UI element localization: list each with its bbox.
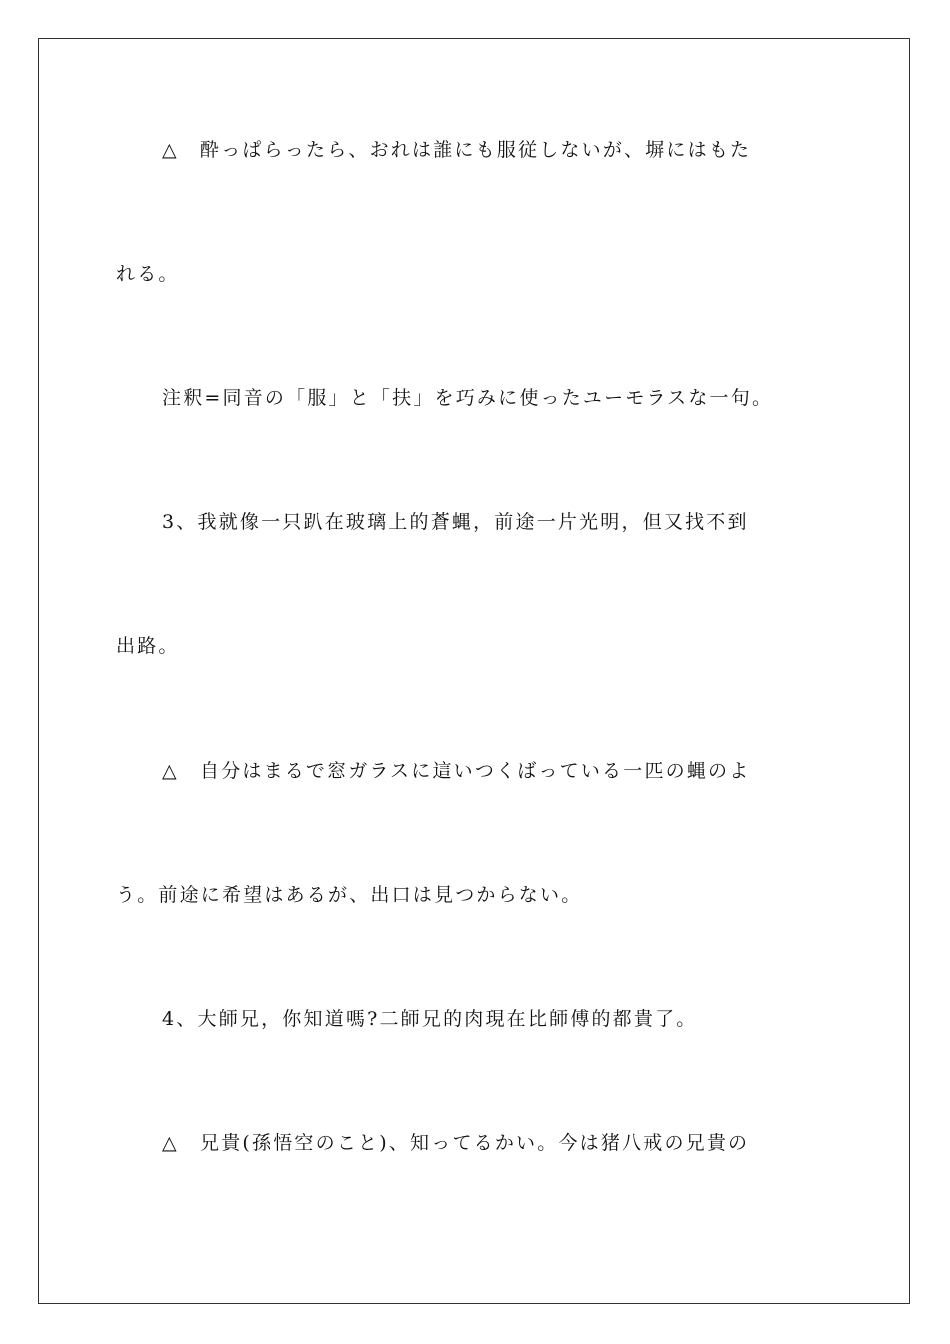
text-line-6: △ 自分はまるで窓ガラスに這いつくばっている一匹の蝿のよ (162, 760, 751, 782)
text-line-4: 3、我就像一只趴在玻璃上的蒼蝿，前途一片光明，但又找不到 (162, 511, 749, 533)
text-line-2: れる。 (116, 263, 180, 285)
page-border (38, 38, 910, 1304)
text-line-8: 4、大師兄，你知道嗎?二師兄的肉現在比師傅的都貴了。 (162, 1008, 698, 1030)
text-line-3: 注釈=同音の「服」と「扶」を巧みに使ったユーモラスな一句。 (162, 387, 774, 409)
text-line-9: △ 兄貴(孫悟空のこと)、知ってるかい。今は猪八戒の兄貴の (162, 1132, 750, 1154)
text-line-5: 出路。 (116, 635, 180, 657)
text-line-1: △ 酔っぱらったら、おれは誰にも服従しないが、塀にはもた (162, 139, 752, 161)
text-line-7: う。前途に希望はあるが、出口は見つからない。 (116, 884, 583, 906)
